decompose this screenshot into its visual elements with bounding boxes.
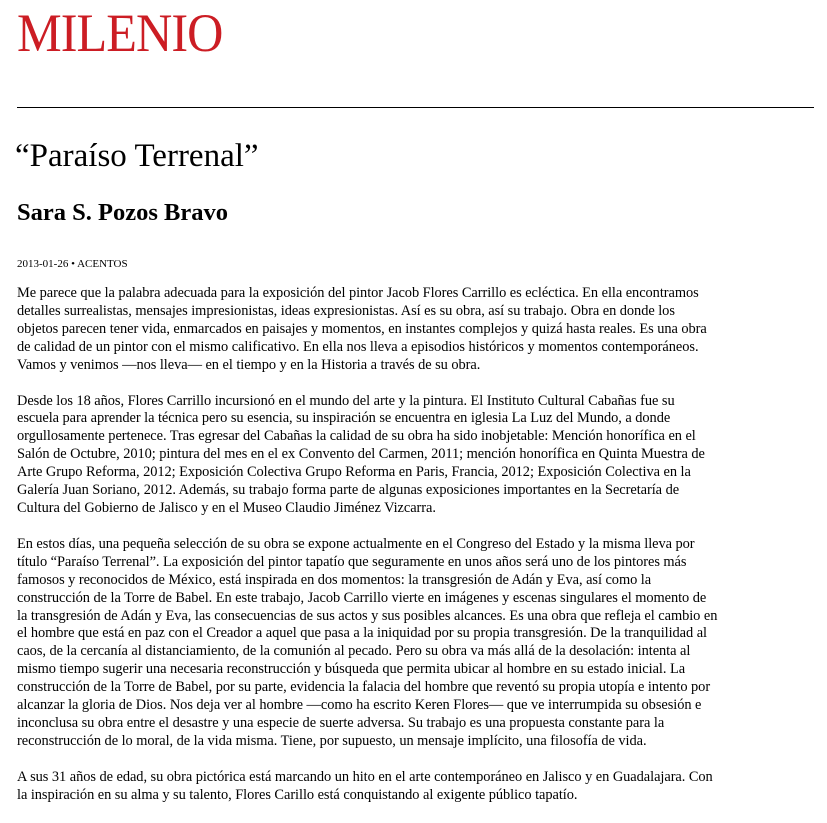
paragraph-line: objetos parecen tener vida, enmarcados en paisajes y momentos, en instantes complejos y quizá hasta reales. Es una obra [17,320,707,337]
paragraph-line: alcanzar la gloria de Dios. Nos deja ver al hombre —como ha escrito Keren Flores— que ve interrumpida su obsesión e [17,697,702,714]
article-paragraph [17,536,815,751]
article-date: 2013-01-26 [17,258,69,270]
paragraph-line: reconstrucción de lo moral, de la vida misma. Tiene, por supuesto, un mensaje implícito, una filosofía de vida. [17,732,647,749]
paragraph-line: Salón de Octubre, 2010; pintura del mes en el ex Convento del Carmen, 2011; mención honorífica en Quinta Muestra de [17,446,705,463]
paragraph-line: título “Paraíso Terrenal”. La exposición del pintor tapatío que seguramente en unos años será uno de los pintores más [17,553,687,570]
paragraph-line: inconclusa su obra entre el desastre y una especie de suerte adversa. Su trabajo es una propuesta constante para la [17,714,665,731]
paragraph-line: el hombre que está en paz con el Creador a aquel que pasa a la iniquidad por su propia transgresión. De la tranquilidad al [17,625,707,642]
paragraph-line: escuela para aprender la técnica pero su esencia, su inspiración se encuentra en iglesia La Luz del Mundo, a donde [17,410,671,427]
paragraph-line: famosos y reconocidos de México, está inspirada en dos momentos: la transgresión de Adán y Eva, así como la [17,571,652,588]
article-author: Sara S. Pozos Bravo [17,199,228,226]
paragraph-line: la transgresión de Adán y Eva, las consecuencias de sus actos y sus posibles alcances. Es una obra que refleja el cambio en [17,607,718,624]
paragraph-line: orgullosamente pertenece. Tras egresar del Cabañas la calidad de su obra ha sido inobjetable: Mención honorífica en el [17,428,696,445]
article-paragraph [17,285,815,375]
paragraph-line: detalles surrealistas, mensajes impresionistas, ideas expresionistas. Así es su obra, así su trabajo. Obra en donde los [17,302,675,319]
paragraph-line: Galería Juan Soriano, 2012. Además, su trabajo forma parte de algunas exposiciones importantes en la Secretaría de [17,482,680,499]
paragraph-line: construcción de la Torre de Babel, por su parte, evidencia la falacia del hombre que reventó su propia utopía e intento por [17,679,711,696]
paragraph-line: Vamos y venimos —nos lleva— en el tiempo y en la Historia a través de su obra. [17,356,481,373]
article-title: “Paraíso Terrenal” [15,138,259,174]
paragraph-line: caos, de la cercanía al distanciamiento, de la comunión al pecado. Pero su obra va más allá de la desolación: intenta al [17,643,691,660]
article-meta [17,257,128,271]
paragraph-line: Desde los 18 años, Flores Carrillo incursionó en el mundo del arte y la pintura. El Instituto Cultural Cabañas fue su [17,392,675,409]
article-body [17,285,815,823]
paragraph-line: Cultura del Gobierno de Jalisco y en el Museo Claudio Jiménez Vizcarra. [17,499,436,516]
article-paragraph [17,393,815,518]
paragraph-line: construcción de la Torre de Babel. En este trabajo, Jacob Carrillo vierte en imágenes y escenas singulares el momento de [17,589,707,606]
paragraph-line: En estos días, una pequeña selección de su obra se expone actualmente en el Congreso del Estado y la misma lleva por [17,535,695,552]
article-paragraph [17,769,815,805]
meta-separator: • [71,258,75,270]
paragraph-line: la inspiración en su alma y su talento, Flores Carillo está conquistando al exigente público tapatío. [17,786,578,803]
header-divider [17,107,814,108]
paragraph-line: Arte Grupo Reforma, 2012; Exposición Colectiva Grupo Reforma en Paris, Francia, 2012; Exposición Colectiva en la [17,464,691,481]
paragraph-line: Me parece que la palabra adecuada para la exposición del pintor Jacob Flores Carrillo es ecléctica. En ella encontramos [17,285,699,301]
article-section[interactable]: ACENTOS [77,258,128,270]
paragraph-line: mismo tiempo sugerir una necesaria reconstrucción y búsqueda que permita ubicar al hombre en su estado inicial. La [17,661,686,678]
paragraph-line: de calidad de un pintor con el mismo calificativo. En ella nos lleva a episodios históricos y momentos contemporáneos. [17,338,699,355]
milenio-logo[interactable]: MILENIO [17,3,223,63]
paragraph-line: A sus 31 años de edad, su obra pictórica está marcando un hito en el arte contemporáneo en Jalisco y en Guadalajara. Con [17,768,713,785]
